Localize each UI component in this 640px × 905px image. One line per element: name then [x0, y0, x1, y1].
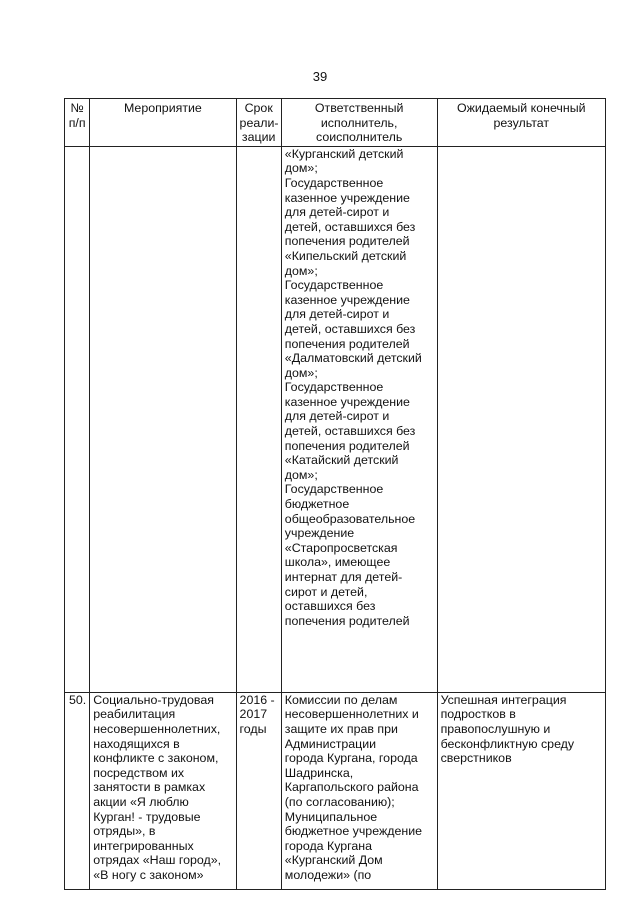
cell-term — [236, 692, 281, 889]
cell-term — [236, 146, 281, 692]
text-line: казенное учреждение — [284, 190, 410, 205]
cell-num — [65, 692, 90, 889]
text-line: оставшихся без — [284, 599, 376, 614]
text-line: бюджетное — [284, 497, 350, 512]
text-line: занятости в рамках — [93, 780, 206, 795]
text-line: общеобразовательное — [284, 511, 416, 526]
text-line: попечения родителей — [284, 234, 410, 249]
text-line: Каргапольского района — [284, 780, 419, 795]
text-line: дом»; — [284, 467, 318, 482]
text-line: для детей-сирот и — [284, 409, 390, 424]
text-line: результат — [493, 115, 550, 130]
text-line: Государственное — [284, 482, 384, 497]
text-line: интегрированных — [93, 838, 194, 853]
measures-table — [64, 98, 606, 890]
cell-result — [437, 692, 605, 889]
text-line: правопослушную и — [440, 721, 551, 736]
text-line: «Далматовский детский — [284, 351, 422, 366]
table-row — [65, 692, 606, 889]
text-line: 50. — [69, 692, 87, 707]
table-header — [65, 99, 606, 147]
cell-num — [65, 146, 90, 692]
header-num — [65, 99, 90, 147]
text-line: 2016 - — [239, 692, 275, 707]
text-line: сирот и детей, — [284, 584, 368, 599]
text-line: Муниципальное — [284, 809, 378, 824]
text-line: Шадринска, — [284, 765, 354, 780]
text-line: бюджетное учреждение — [284, 824, 423, 839]
text-line: находящихся в — [93, 736, 180, 751]
text-line: Ожидаемый конечный — [457, 101, 586, 115]
page-number: 39 — [312, 69, 328, 84]
cell-executor — [281, 146, 437, 692]
text-line: исполнитель, — [320, 115, 398, 130]
text-line: детей, оставшихся без — [284, 424, 416, 439]
text-line: посредством их — [93, 765, 185, 780]
text-line: 2017 — [239, 707, 268, 722]
header-event — [90, 99, 236, 147]
text-line: Администрации — [284, 736, 377, 751]
text-line: детей, оставшихся без — [284, 321, 416, 336]
cell-event — [90, 146, 236, 692]
text-line: дом»; — [284, 161, 318, 176]
text-line: дом»; — [284, 263, 318, 278]
text-line: бесконфликтную среду — [440, 736, 575, 751]
header-result — [437, 99, 605, 147]
header-term — [236, 99, 281, 147]
text-line: школа», имеющее — [284, 555, 391, 570]
text-line: учреждение — [284, 526, 355, 541]
text-line: «Кипельский детский — [284, 248, 407, 263]
text-line: Срок — [244, 101, 273, 115]
text-line: казенное учреждение — [284, 292, 410, 307]
text-line: Комиссии по делам — [284, 692, 398, 707]
table-body — [65, 146, 606, 889]
text-line: акции «Я люблю — [93, 794, 189, 809]
text-line: молодежи» (по — [284, 867, 372, 882]
text-line: дом»; — [284, 365, 318, 380]
text-line: несовершеннолетних и — [284, 707, 419, 722]
text-line: детей, оставшихся без — [284, 219, 416, 234]
text-line: для детей-сирот и — [284, 307, 390, 322]
text-line: Курган! - трудовые — [93, 809, 201, 824]
text-line: годы — [239, 721, 267, 736]
text-line: «Курганский Дом — [284, 853, 383, 868]
text-line: зации — [241, 130, 276, 145]
text-line: «Курганский детский — [284, 146, 404, 161]
header-executor — [281, 99, 437, 147]
text-line: (по согласованию); — [284, 794, 395, 809]
text-line: Социально-трудовая — [93, 692, 214, 707]
text-line: отрядах «Наш город», — [93, 853, 222, 868]
text-line: попечения родителей — [284, 613, 410, 628]
text-line: отряды», в — [93, 824, 156, 839]
text-line: сверстников — [440, 751, 512, 766]
text-line: попечения родителей — [284, 438, 410, 453]
text-line: Успешная интеграция — [440, 692, 567, 707]
text-line: п/п — [68, 115, 86, 130]
text-line: Государственное — [284, 278, 384, 293]
cell-result — [437, 146, 605, 692]
text-line: Мероприятие — [123, 101, 202, 115]
text-line: № — [70, 101, 84, 115]
text-line: подростков в — [440, 707, 516, 722]
text-line: реабилитация — [93, 707, 176, 722]
text-line: несовершеннолетних, — [93, 721, 221, 736]
table-row — [65, 146, 606, 692]
text-line: реали- — [239, 115, 279, 130]
text-line: Ответственный — [314, 101, 404, 115]
text-line: для детей-сирот и — [284, 205, 390, 220]
text-line: города Кургана, города — [284, 751, 418, 766]
header-row — [65, 99, 606, 147]
text-line: «Старопросветская — [284, 540, 398, 555]
text-line: попечения родителей — [284, 336, 410, 351]
text-line: «Катайский детский — [284, 453, 399, 468]
cell-event — [90, 692, 236, 889]
text-line: соисполнитель — [315, 130, 403, 145]
text-line: города Кургана — [284, 838, 373, 853]
text-line: Государственное — [284, 380, 384, 395]
text-line: конфликте с законом, — [93, 751, 219, 766]
text-line: казенное учреждение — [284, 394, 410, 409]
cell-executor — [281, 692, 437, 889]
text-line: защите их прав при — [284, 721, 398, 736]
text-line: интернат для детей- — [284, 570, 403, 584]
text-line: «В ногу с законом» — [93, 867, 204, 882]
text-line: Государственное — [284, 175, 384, 190]
